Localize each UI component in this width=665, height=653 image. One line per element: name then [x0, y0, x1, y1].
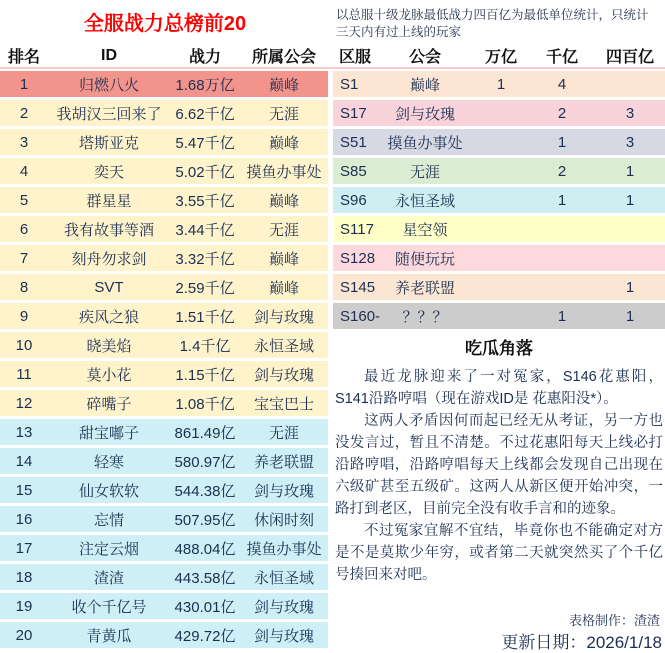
right-table-header	[333, 44, 665, 66]
column-header: 千亿	[545, 49, 578, 66]
cell-power: 488.04亿	[174, 540, 236, 558]
cell-id: 莫小花	[86, 366, 132, 384]
cell-power: 5.02千亿	[175, 163, 235, 181]
cell-sibaiyi: 3	[625, 104, 635, 122]
cell-rank: 20	[15, 626, 33, 644]
cell-sibaiyi: 1	[625, 162, 635, 180]
cell-qianyi: 4	[557, 75, 567, 93]
cell-server: S85	[340, 162, 367, 180]
cell-guild: 巅峰	[268, 192, 299, 210]
column-header: 战力	[188, 49, 221, 66]
cell-server: S117	[340, 220, 374, 238]
cell-power: 443.58亿	[174, 569, 236, 587]
cell-rank: 8	[19, 278, 29, 296]
cell-id: 仙女软软	[78, 482, 139, 500]
cell-guild: 随便玩玩	[394, 250, 455, 268]
table-row	[0, 477, 328, 503]
cell-guild: 摸鱼办事处	[387, 134, 463, 152]
cell-power: 580.97亿	[174, 453, 236, 471]
cell-wanyi: 1	[496, 75, 506, 93]
cell-guild: 永恒圣域	[253, 569, 314, 587]
cell-server: S1	[340, 75, 359, 93]
table-row	[0, 390, 328, 416]
cell-guild: 巅峰	[268, 134, 299, 152]
table-row	[0, 216, 328, 242]
cell-rank: 9	[19, 307, 29, 325]
table-row	[0, 448, 328, 474]
table-row	[0, 419, 328, 445]
table-row	[0, 361, 328, 387]
cell-id: 奕天	[93, 163, 124, 181]
table-row	[333, 216, 665, 242]
table-row	[333, 71, 665, 97]
cell-id: 轻寒	[93, 453, 124, 471]
cell-power: 2.59千亿	[175, 279, 235, 297]
table-maker-credit: 表格制作：渣渣	[568, 613, 660, 628]
cell-rank: 7	[19, 249, 29, 267]
column-header: ID	[101, 46, 117, 64]
cell-power: 1.08千亿	[175, 395, 235, 413]
cell-power: 3.32千亿	[175, 250, 235, 268]
cell-qianyi: 2	[557, 162, 567, 180]
table-row	[0, 158, 328, 184]
cell-sibaiyi: 1	[625, 191, 635, 209]
update-date: 更新日期：2026/1/18	[501, 633, 662, 652]
column-header: 区服	[338, 49, 371, 66]
cell-id: 刻舟勿求剑	[71, 250, 147, 268]
cell-power: 5.47千亿	[175, 134, 235, 152]
cell-rank: 12	[15, 394, 33, 412]
column-header: 排名	[7, 49, 40, 66]
cell-rank: 1	[19, 75, 29, 93]
table-row	[333, 158, 665, 184]
table-row	[0, 535, 328, 561]
cell-power: 1.4千亿	[179, 337, 231, 355]
cell-guild: 无涯	[268, 221, 299, 239]
cell-id: 收个千亿号	[71, 598, 147, 616]
cell-guild: 休闲时刻	[253, 511, 314, 529]
cell-guild: 养老联盟	[394, 279, 455, 297]
cell-id: 注定云烟	[78, 540, 139, 558]
cell-guild: 无涯	[268, 105, 299, 123]
cell-id: 我有故事等酒	[63, 221, 154, 239]
cell-server: S160-	[340, 307, 381, 325]
cell-guild: 无涯	[409, 163, 440, 181]
cell-guild: 无涯	[268, 424, 299, 442]
table-row	[0, 622, 328, 648]
cell-rank: 4	[19, 162, 29, 180]
cell-guild: 剑与玫瑰	[253, 482, 314, 500]
cell-power: 3.44千亿	[175, 221, 235, 239]
cell-guild: 剑与玫瑰	[253, 308, 314, 326]
cell-power: 544.38亿	[174, 482, 236, 500]
table-row	[333, 245, 665, 271]
cell-sibaiyi: 1	[625, 278, 635, 296]
cell-rank: 17	[15, 539, 33, 557]
cell-power: 6.62千亿	[175, 105, 235, 123]
cell-guild: 剑与玫瑰	[253, 366, 314, 384]
cell-power: 507.95亿	[174, 511, 236, 529]
cell-qianyi: 1	[557, 133, 567, 151]
cell-rank: 5	[19, 191, 29, 209]
cell-guild: 摸鱼办事处	[246, 163, 322, 181]
cell-power: 429.72亿	[174, 627, 236, 645]
table-row	[0, 564, 328, 590]
column-header: 所属公会	[251, 49, 316, 66]
cell-rank: 15	[15, 481, 33, 499]
cell-guild: 星空领	[402, 221, 448, 239]
table-row	[0, 303, 328, 329]
cell-id: 渣渣	[93, 569, 124, 587]
cell-id: 碎嘴子	[86, 395, 132, 413]
gossip-paragraph: 不过冤家宜解不宜结，毕竟你也不能确定对方是不是莫欺少年穷，或者第二天就突然买了个千亿号揍回来对吧。	[335, 523, 663, 583]
cell-guild: 摸鱼办事处	[246, 540, 322, 558]
table-row	[333, 100, 665, 126]
table-row	[0, 71, 328, 97]
page-title: 全服战力总榜前20	[83, 13, 247, 35]
cell-guild: 养老联盟	[253, 453, 314, 471]
cell-rank: 11	[16, 365, 32, 383]
cell-power: 3.55千亿	[175, 192, 235, 210]
table-row	[333, 303, 665, 329]
cell-rank: 3	[19, 133, 29, 151]
table-row	[333, 274, 665, 300]
table-row	[0, 245, 328, 271]
table-row	[0, 332, 328, 358]
cell-id: 晓美焰	[86, 337, 132, 355]
column-header: 万亿	[484, 49, 517, 66]
cell-power: 1.68万亿	[175, 76, 235, 94]
cell-rank: 19	[15, 597, 33, 615]
right-table-rows	[333, 71, 665, 332]
cell-id: 我胡汉三回来了	[56, 105, 162, 123]
cell-power: 861.49亿	[174, 424, 236, 442]
cell-id: SVT	[94, 278, 124, 296]
cell-guild: 巅峰	[268, 76, 299, 94]
cell-server: S51	[340, 133, 367, 151]
cell-rank: 14	[15, 452, 33, 470]
cell-power: 430.01亿	[174, 598, 236, 616]
cell-rank: 13	[15, 423, 33, 441]
cell-guild: 剑与玫瑰	[394, 105, 455, 123]
cell-guild: ？？？	[402, 308, 448, 326]
cell-id: 归燃八火	[78, 76, 139, 94]
gossip-paragraph: 这两人矛盾因何而起已经无从考证，另一方也没发言过，暂且不清楚。不过花惠阳每天上线必打沿路哼唱，沿路哼唱每天上线都会发现自己出现在六级矿甚至五级矿。这两人从新区便开始冲突，一路打到老区，目前完全没有收手言和的迹象。	[335, 413, 663, 517]
cell-guild: 宝宝巴士	[253, 395, 314, 413]
cell-rank: 2	[19, 104, 29, 122]
cell-guild: 永恒圣域	[253, 337, 314, 355]
cell-guild: 永恒圣域	[394, 192, 455, 210]
cell-id: 甜宝嘟子	[78, 424, 139, 442]
table-row	[0, 100, 328, 126]
cell-qianyi: 1	[557, 307, 567, 325]
cell-guild: 巅峰	[409, 76, 440, 94]
cell-guild: 剑与玫瑰	[253, 627, 314, 645]
cell-guild: 巅峰	[268, 250, 299, 268]
cell-power: 1.15千亿	[175, 366, 235, 384]
cell-id: 青黄瓜	[86, 627, 132, 645]
cell-sibaiyi: 3	[625, 133, 635, 151]
cell-qianyi: 2	[557, 104, 567, 122]
gossip-title: 吃瓜角落	[465, 339, 533, 358]
table-row	[0, 187, 328, 213]
table-row	[0, 506, 328, 532]
table-row	[0, 129, 328, 155]
header-divider	[0, 67, 665, 69]
gossip-paragraph: 最近龙脉迎来了一对冤家，S146花惠阳，S141沿路哼唱（现在游戏ID是 花惠阳没*）。	[335, 369, 663, 407]
left-table-header	[0, 44, 328, 66]
column-header: 四百亿	[605, 49, 654, 66]
ranking-rule-note: 以总服十级龙脉最低战力四百亿为最低单位统计，只统计三天内有过上线的玩家	[336, 8, 649, 39]
cell-guild: 剑与玫瑰	[253, 598, 314, 616]
cell-server: S145	[340, 278, 376, 296]
cell-rank: 18	[15, 568, 33, 586]
cell-qianyi: 1	[557, 191, 567, 209]
cell-server: S17	[340, 104, 367, 122]
cell-power: 1.51千亿	[175, 308, 235, 326]
gossip-section	[335, 334, 663, 586]
cell-sibaiyi: 1	[625, 307, 635, 325]
cell-rank: 10	[15, 336, 33, 354]
cell-id: 群星星	[86, 192, 132, 210]
gossip-paragraphs	[335, 366, 663, 586]
cell-guild: 巅峰	[268, 279, 299, 297]
table-row	[0, 274, 328, 300]
cell-rank: 6	[19, 220, 29, 238]
cell-server: S128	[340, 249, 376, 267]
table-row	[0, 593, 328, 619]
table-row	[333, 187, 665, 213]
left-table-rows	[0, 71, 328, 651]
cell-id: 疾风之狼	[78, 308, 139, 326]
cell-rank: 16	[15, 510, 33, 528]
table-row	[333, 129, 665, 155]
cell-server: S96	[340, 191, 367, 209]
cell-id: 塔斯亚克	[78, 134, 139, 152]
cell-id: 忘情	[93, 511, 124, 529]
column-header: 公会	[408, 49, 441, 66]
